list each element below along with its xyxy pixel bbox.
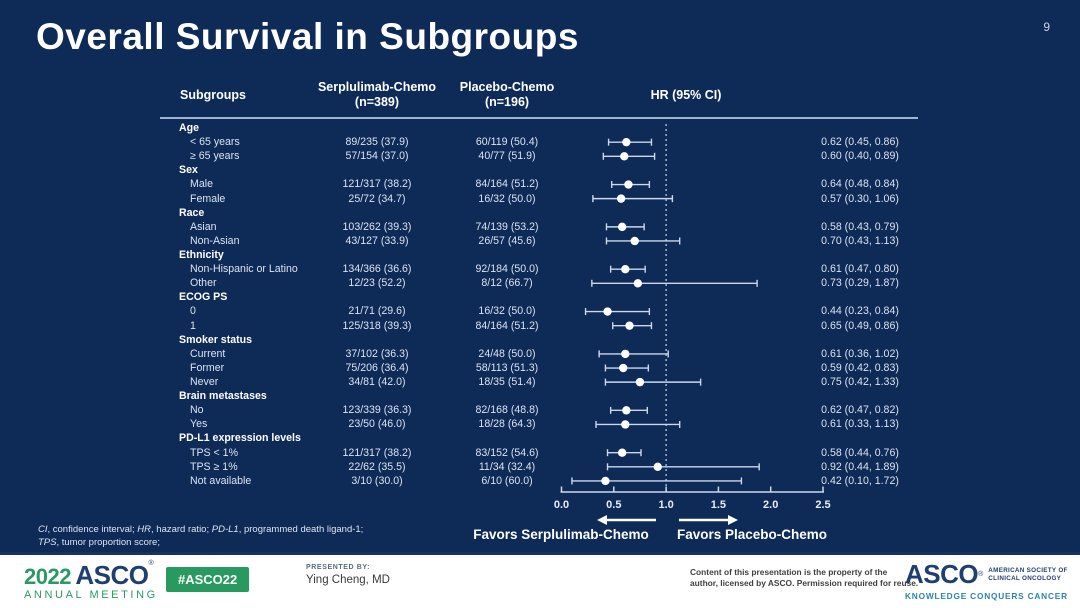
- row-hr-value: 0.62 (0.45, 0.86): [821, 136, 899, 149]
- asco-logo-trademark: ®: [978, 571, 984, 578]
- row-hr-value: 0.44 (0.23, 0.84): [821, 305, 899, 318]
- row-label: Current: [190, 347, 226, 360]
- column-header-hr: HR (95% CI): [650, 88, 722, 102]
- row-serplulimab-value: 37/102 (36.3): [345, 347, 409, 360]
- footer: [0, 552, 1080, 608]
- row-label: Yes: [190, 418, 208, 431]
- footnote-segment: CI: [38, 524, 48, 535]
- row-label: Smoker status: [179, 333, 253, 346]
- hashtag-badge: #ASCO22: [166, 567, 249, 592]
- row-label: Asian: [190, 220, 217, 233]
- column-header-placebo: [460, 80, 554, 110]
- row-serplulimab-value: 43/127 (33.9): [345, 234, 409, 247]
- row-hr-value: 0.92 (0.44, 1.89): [821, 460, 899, 473]
- favors-right-arrowhead: [728, 515, 738, 525]
- table-row: [160, 304, 918, 318]
- x-axis-tick-label: 0.0: [553, 499, 570, 511]
- row-placebo-value: 16/32 (50.0): [478, 192, 536, 205]
- asco-society-line-2: CLINICAL ONCOLOGY: [988, 574, 1062, 582]
- row-label: Non-Hispanic or Latino: [190, 263, 298, 276]
- x-axis-tick-label: 2.5: [815, 499, 831, 511]
- table-row: [160, 276, 918, 290]
- row-placebo-value: 83/152 (54.6): [475, 446, 539, 459]
- row-label: Not available: [190, 474, 252, 487]
- table-row: [160, 220, 918, 234]
- row-placebo-value: 84/164 (51.2): [475, 178, 539, 191]
- rights-line-2: author, licensed by ASCO. Permission required for reuse.: [690, 578, 919, 588]
- page-number: 9: [1043, 20, 1050, 34]
- logo-asco: ASCO: [75, 560, 149, 590]
- table-row: [160, 290, 918, 304]
- footnote-line-1: [38, 523, 363, 536]
- row-placebo-value: 18/28 (64.3): [478, 418, 536, 431]
- row-serplulimab-value: 21/71 (29.6): [348, 305, 406, 318]
- row-label: Never: [190, 375, 219, 388]
- row-label: Female: [190, 192, 226, 205]
- column-header-serplulimab: [318, 80, 436, 110]
- footnote: [38, 523, 363, 549]
- footnote-segment: TPS: [38, 537, 57, 548]
- row-label: < 65 years: [190, 136, 240, 149]
- row-serplulimab-value: 25/72 (34.7): [348, 192, 406, 205]
- row-label: Non-Asian: [190, 234, 240, 247]
- table-row: [160, 248, 918, 262]
- table-row: [160, 319, 918, 333]
- table-row: [160, 177, 918, 191]
- row-placebo-value: 16/32 (50.0): [478, 305, 536, 318]
- column-header-subgroups: Subgroups: [180, 88, 246, 102]
- table-row: [160, 417, 918, 431]
- row-label: Other: [190, 277, 217, 290]
- row-placebo-value: 92/184 (50.0): [475, 263, 539, 276]
- row-label: Sex: [179, 164, 198, 177]
- row-hr-value: 0.57 (0.30, 1.06): [821, 192, 899, 205]
- row-serplulimab-value: 75/206 (36.4): [345, 361, 409, 374]
- footnote-segment: , programmed death ligand-1;: [238, 524, 364, 535]
- row-serplulimab-value: 23/50 (46.0): [348, 418, 406, 431]
- footnote-segment: , confidence interval;: [47, 524, 138, 535]
- header-divider: [160, 117, 918, 119]
- row-serplulimab-value: 125/318 (39.3): [342, 319, 412, 332]
- column-header-placebo-n: (n=196): [484, 95, 530, 109]
- row-hr-value: 0.60 (0.40, 0.89): [821, 150, 899, 163]
- footnote-line-2: [38, 536, 363, 549]
- favors-left-arrowhead: [597, 515, 607, 525]
- logo-year: 2022: [24, 564, 71, 589]
- table-row: [160, 361, 918, 375]
- row-serplulimab-value: 134/366 (36.6): [342, 263, 412, 276]
- row-serplulimab-value: 121/317 (38.2): [342, 446, 412, 459]
- asco-logo-text: ASCO: [905, 559, 979, 589]
- row-placebo-value: 40/77 (51.9): [478, 150, 536, 163]
- row-placebo-value: 26/57 (45.6): [478, 234, 536, 247]
- rights-line-1: Content of this presentation is the property of the: [690, 567, 888, 577]
- row-hr-value: 0.58 (0.43, 0.79): [821, 220, 899, 233]
- table-row: [160, 446, 918, 460]
- footnote-segment: , hazard ratio;: [151, 524, 212, 535]
- row-serplulimab-value: 3/10 (30.0): [351, 474, 403, 487]
- row-hr-value: 0.73 (0.29, 1.87): [821, 277, 899, 290]
- row-label: Former: [190, 361, 225, 374]
- row-placebo-value: 8/12 (66.7): [481, 277, 533, 290]
- row-serplulimab-value: 12/23 (52.2): [348, 277, 406, 290]
- asco-society-name: [988, 567, 1067, 582]
- table-row: [160, 192, 918, 206]
- favors-left-label: Favors Serplulimab-Chemo: [473, 527, 649, 542]
- table-row: [160, 135, 918, 149]
- x-axis-tick-label: 0.5: [606, 499, 622, 511]
- row-serplulimab-value: 123/339 (36.3): [342, 404, 412, 417]
- x-axis-tick-label: 1.5: [710, 499, 727, 511]
- x-axis-tick-label: 2.0: [763, 499, 779, 511]
- table-row: [160, 234, 918, 248]
- column-header-serplulimab-n: (n=389): [354, 95, 400, 109]
- asco-tagline: KNOWLEDGE CONQUERS CANCER: [905, 591, 1068, 601]
- row-placebo-value: 74/139 (53.2): [475, 220, 539, 233]
- footnote-segment: PD-L1: [211, 524, 239, 535]
- row-label: Race: [179, 206, 205, 219]
- table-row: [160, 121, 918, 135]
- row-label: ECOG PS: [179, 291, 228, 304]
- table-row: [160, 163, 918, 177]
- row-placebo-value: 18/35 (51.4): [478, 375, 536, 388]
- x-axis-tick-label: 1.0: [658, 499, 674, 511]
- row-placebo-value: 24/48 (50.0): [478, 347, 536, 360]
- row-label: No: [190, 404, 204, 417]
- row-hr-value: 0.64 (0.48, 0.84): [821, 178, 899, 191]
- presenter-name: Ying Cheng, MD: [306, 574, 390, 586]
- rights-notice: [690, 567, 918, 589]
- row-label: PD-L1 expression levels: [179, 432, 301, 445]
- table-row: [160, 460, 918, 474]
- column-header-serplulimab-name: Serplulimab-Chemo: [317, 80, 437, 94]
- row-hr-value: 0.61 (0.36, 1.02): [821, 347, 899, 360]
- row-label: TPS < 1%: [190, 446, 238, 459]
- table-row: [160, 389, 918, 403]
- footnote-segment: , tumor proportion score;: [56, 537, 160, 548]
- presented-by-block: [306, 564, 390, 586]
- table-row: [160, 333, 918, 347]
- row-hr-value: 0.70 (0.43, 1.13): [821, 234, 899, 247]
- logo-annual-meeting: ANNUAL MEETING: [24, 589, 158, 601]
- row-serplulimab-value: 57/154 (37.0): [345, 150, 409, 163]
- row-hr-value: 0.61 (0.33, 1.13): [821, 418, 899, 431]
- table-row: [160, 375, 918, 389]
- row-serplulimab-value: 103/262 (39.3): [342, 220, 412, 233]
- table-row: [160, 431, 918, 445]
- row-hr-value: 0.61 (0.47, 0.80): [821, 263, 899, 276]
- table-row: [160, 347, 918, 361]
- asco-society-line-1: AMERICAN SOCIETY OF: [988, 567, 1068, 574]
- row-label: 1: [190, 319, 196, 332]
- row-placebo-value: 58/113 (51.3): [475, 361, 539, 374]
- row-hr-value: 0.65 (0.49, 0.86): [821, 319, 899, 332]
- favors-right-label: Favors Placebo-Chemo: [676, 527, 828, 542]
- row-label: Ethnicity: [179, 248, 224, 261]
- row-hr-value: 0.59 (0.42, 0.83): [821, 361, 899, 374]
- row-serplulimab-value: 89/235 (37.9): [345, 136, 409, 149]
- row-placebo-value: 82/168 (48.8): [475, 404, 539, 417]
- row-serplulimab-value: 22/62 (35.5): [348, 460, 406, 473]
- asco-society-logo: [905, 559, 1068, 601]
- row-label: Brain metastases: [179, 390, 267, 403]
- column-header-placebo-name: Placebo-Chemo: [459, 80, 555, 94]
- slide-title: Overall Survival in Subgroups: [36, 16, 579, 57]
- row-hr-value: 0.42 (0.10, 1.72): [821, 474, 899, 487]
- row-label: ≥ 65 years: [190, 150, 240, 163]
- table-row: [160, 262, 918, 276]
- table-row: [160, 403, 918, 417]
- table-row: [160, 474, 918, 488]
- row-placebo-value: 60/119 (50.4): [475, 136, 539, 149]
- table-row: [160, 149, 918, 163]
- table-row: [160, 206, 918, 220]
- footnote-segment: HR: [137, 524, 152, 535]
- row-hr-value: 0.62 (0.47, 0.82): [821, 404, 899, 417]
- row-label: Age: [179, 122, 200, 134]
- row-serplulimab-value: 34/81 (42.0): [348, 375, 406, 388]
- row-serplulimab-value: 121/317 (38.2): [342, 178, 412, 191]
- row-label: TPS ≥ 1%: [190, 460, 238, 473]
- presented-by-label: PRESENTED BY:: [306, 564, 371, 571]
- row-placebo-value: 84/164 (51.2): [475, 319, 539, 332]
- row-label: 0: [190, 305, 196, 318]
- row-hr-value: 0.75 (0.42, 1.33): [821, 375, 899, 388]
- table-rows: [160, 121, 918, 488]
- row-label: Male: [190, 178, 213, 191]
- row-placebo-value: 11/34 (32.4): [478, 460, 536, 473]
- row-placebo-value: 6/10 (60.0): [481, 474, 533, 487]
- logo-trademark: ®: [148, 560, 154, 567]
- asco-annual-meeting-logo: [24, 560, 158, 601]
- row-hr-value: 0.58 (0.44, 0.76): [821, 446, 899, 459]
